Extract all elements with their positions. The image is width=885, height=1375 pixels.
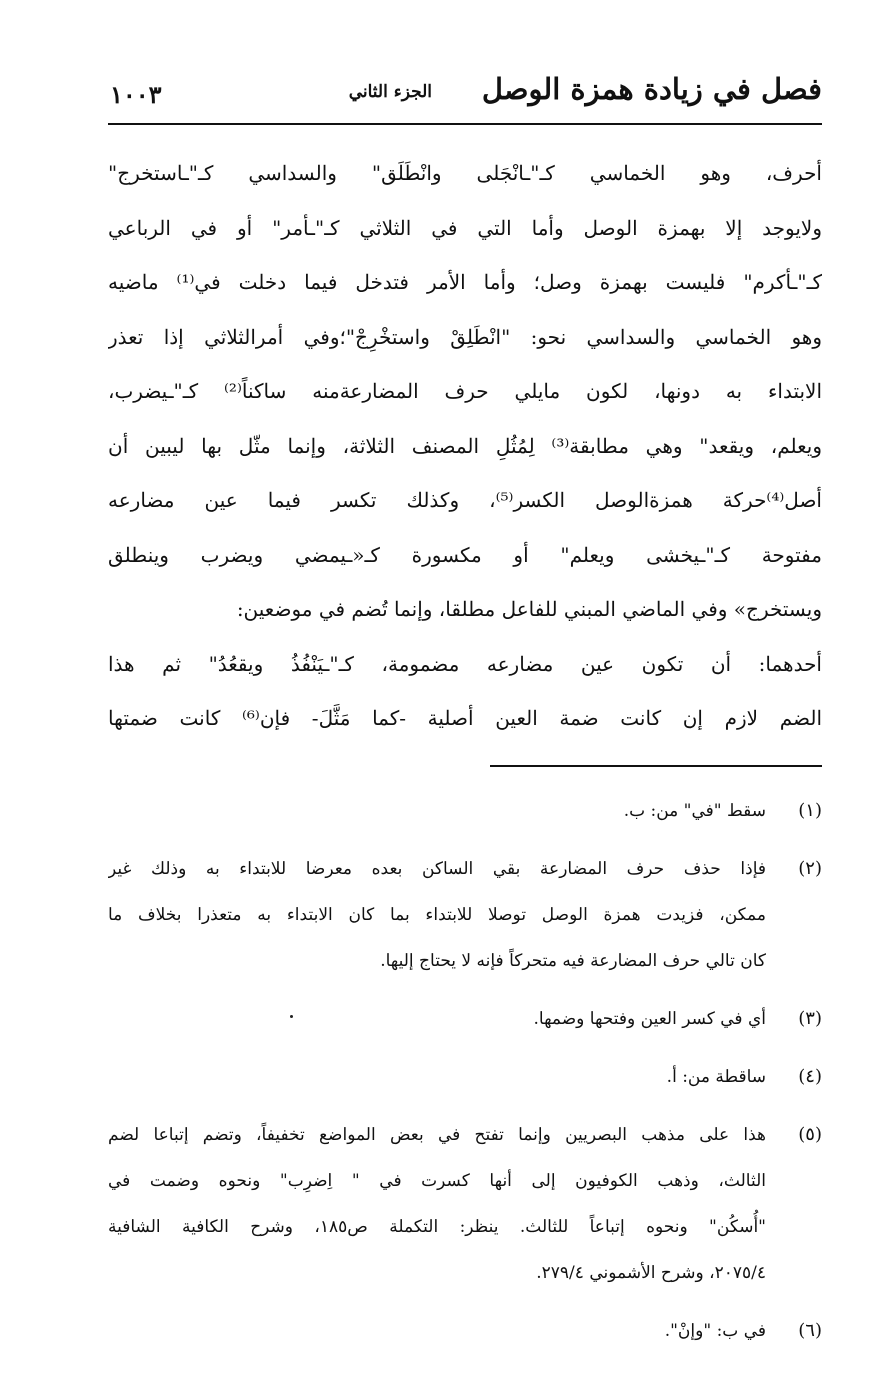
footnote-number: (٢) bbox=[798, 858, 822, 879]
text-line: الضم لازم إن كانت ضمة العين أصلية -كما مَثَّلَ- فإن⁽⁶⁾ كانت ضمتها bbox=[108, 706, 822, 730]
footnote bbox=[108, 996, 822, 1042]
footnote-line: فإذا حذف حرف المضارعة بقي الساكن بعده معرضا للابتداء به وذلك غير bbox=[108, 859, 766, 879]
footnote-line: سقط "في" من: ب. bbox=[623, 801, 766, 821]
footnote-number: (٣) bbox=[798, 1008, 822, 1029]
footnote-line: في ب: "وإنْ". bbox=[664, 1321, 766, 1341]
footnote-number: (٥) bbox=[798, 1124, 822, 1145]
footnote-line: الثالث، وذهب الكوفيون إلى أنها كسرت في " اِضرِب" ونحوه وضمت في bbox=[108, 1171, 766, 1191]
footnotes bbox=[108, 788, 822, 1366]
footnote bbox=[108, 1308, 822, 1354]
footnote-line: ٢٠٧٥/٤، وشرح الأشموني ٢٧٩/٤. bbox=[536, 1263, 766, 1283]
footnote-line: "أُسكُن" ونحوه إتباعاً للثالث. ينظر: التكملة ص١٨٥، وشرح الكافية الشافية bbox=[108, 1217, 766, 1237]
footnote-line: أي في كسر العين وفتحها وضمها. bbox=[533, 1009, 766, 1029]
footnote bbox=[108, 1054, 822, 1100]
text-line: أحدهما: أن تكون عين مضارعه مضمومة، كـ"ـيَنْفُذُ ويقعُدُ" ثم هذا bbox=[108, 651, 822, 676]
text-line: أصل⁽⁴⁾حركة همزةالوصل الكسر⁽⁵⁾، وكذلك تكسر فيما عين مضارعه bbox=[108, 488, 822, 512]
footnote-number: (١) bbox=[798, 800, 822, 821]
page-number: ١٠٠٣ bbox=[110, 80, 162, 109]
text-line: مفتوحة كـ"ـيخشى ويعلم" أو مكسورة كـ«ـيمضي ويضرب وينطلق bbox=[108, 542, 822, 567]
footnote-line: هذا على مذهب البصريين وإنما تفتح في بعض المواضع تخفيفاً، وتضم إتباعا لضم bbox=[108, 1125, 766, 1145]
text-line: أحرف، وهو الخماسي كـ"ـانْجَلى وانْطَلَق" والسداسي كـ"ـاستخرج" bbox=[108, 161, 822, 185]
scan-speck bbox=[290, 1015, 293, 1018]
footnote-line: كان تالي حرف المضارعة فيه متحركاً فإنه لا يحتاج إليها. bbox=[380, 951, 766, 971]
footnote-line: ممكن، فزيدت همزة الوصل توصلا للابتداء بما كان الابتداء به متعذرا بخلاف ما bbox=[108, 905, 766, 925]
footnote bbox=[108, 788, 822, 834]
text-line: وهو الخماسي والسداسي نحو: "انْطَلِقْ واستخْرِجْ"؛وفي أمرالثلاثي إذا تعذر bbox=[108, 324, 822, 349]
chapter-title: فصل في زيادة همزة الوصل bbox=[481, 72, 822, 106]
text-line: ويعلم، ويقعد" وهي مطابقة⁽³⁾ لِمُثُلِ المصنف الثلاثة، وإنما مثّل بها ليبين أن bbox=[108, 433, 822, 458]
footnote-number: (٦) bbox=[798, 1320, 822, 1341]
footnote-separator bbox=[490, 765, 822, 767]
text-line: ولايوجد إلا بهمزة الوصل وأما التي في الثلاثي كـ"ـأمر" أو في الرباعي bbox=[108, 215, 822, 240]
footnote-number: (٤) bbox=[798, 1066, 822, 1087]
text-line: ويستخرج» وفي الماضي المبني للفاعل مطلقا، وإنما تُضم في موضعين: bbox=[236, 597, 822, 621]
part-label: الجزء الثاني bbox=[348, 82, 432, 102]
header-rule bbox=[108, 123, 822, 125]
footnote bbox=[108, 846, 822, 984]
page-header bbox=[108, 70, 822, 122]
text-line: كـ"ـأكرم" فليست بهمزة وصل؛ وأما الأمر فتدخل فيما دخلت في⁽¹⁾ ماضيه bbox=[108, 270, 822, 294]
main-text bbox=[108, 146, 822, 746]
text-line: الابتداء به دونها، لكون مايلي حرف المضارعةمنه ساكناً⁽²⁾ كـ"ـيضرب، bbox=[108, 379, 822, 403]
footnote-line: ساقطة من: أ. bbox=[666, 1067, 766, 1087]
footnote bbox=[108, 1112, 822, 1296]
